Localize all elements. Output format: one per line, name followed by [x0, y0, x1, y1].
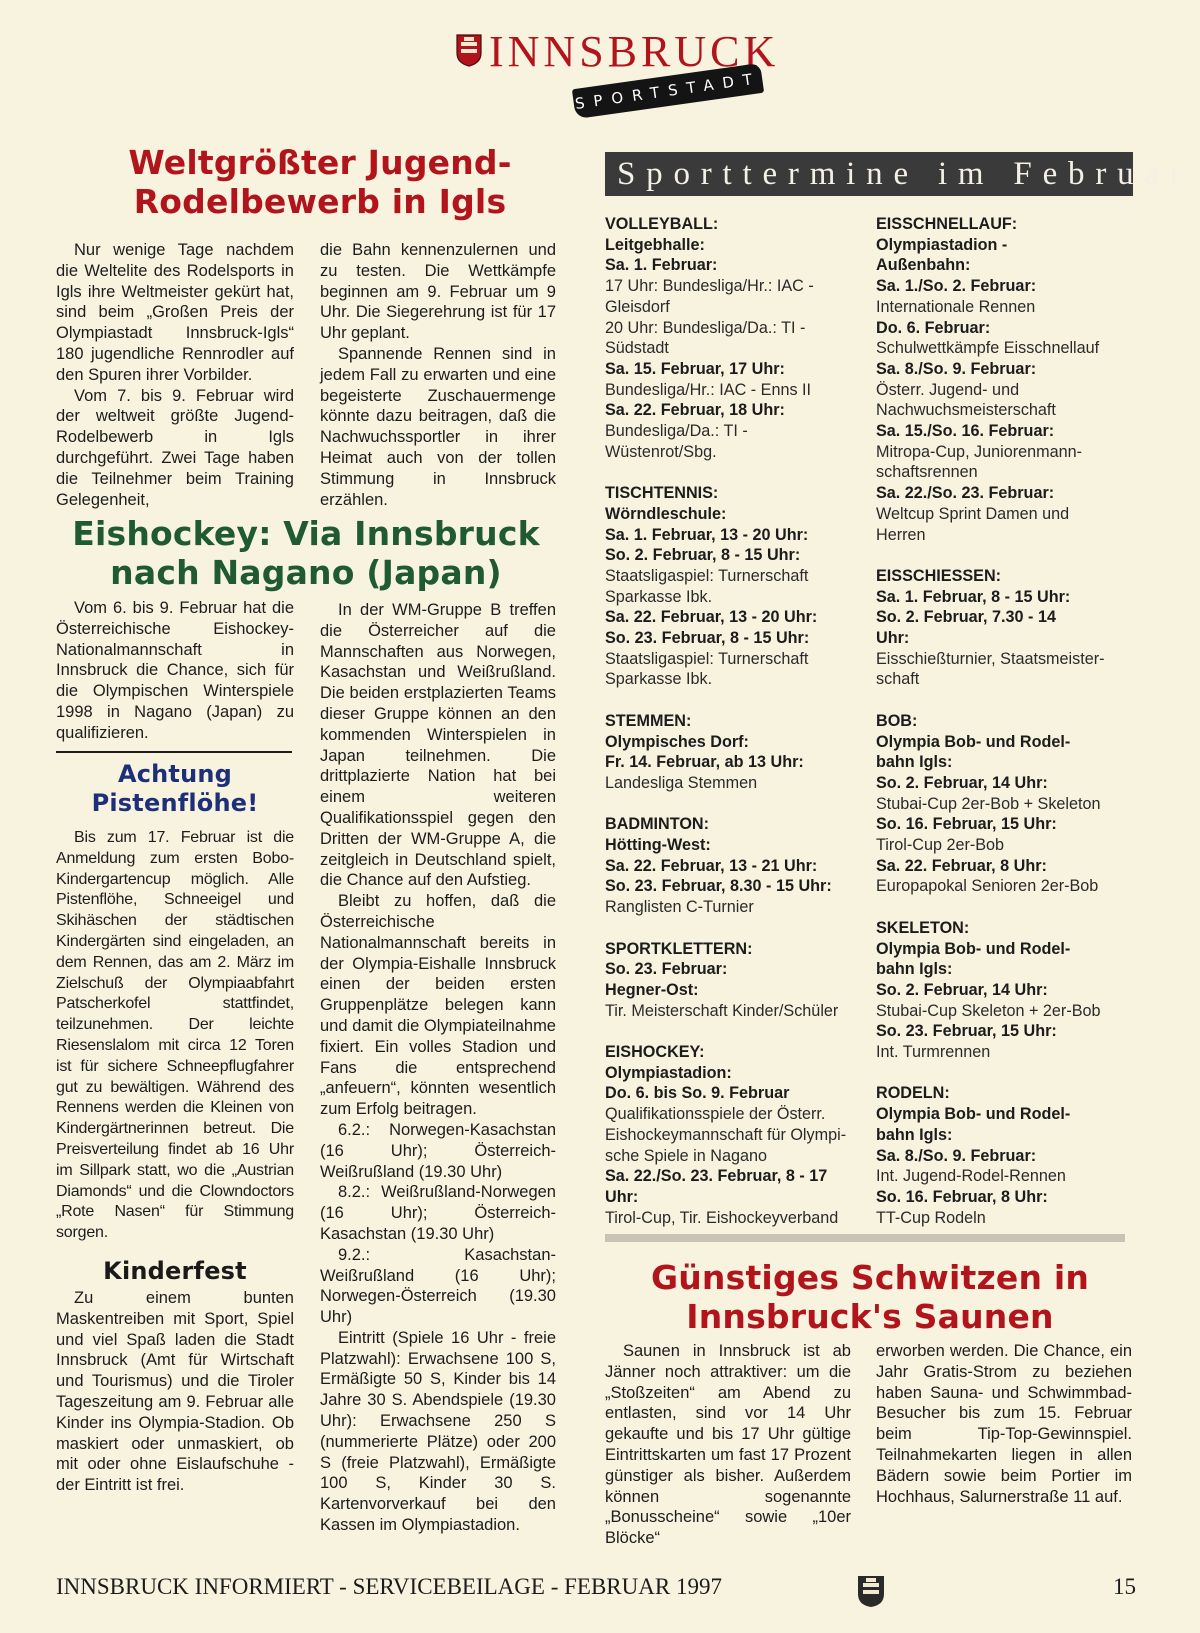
schedule-event: Landesliga Stemmen	[605, 773, 758, 792]
schedule-category: BOB:	[876, 711, 918, 730]
schedule-date: So. 16. Februar, 15 Uhr:	[876, 815, 1057, 834]
eishockey-headline	[60, 514, 552, 592]
schedule-date: Olympia Bob- und Rodel-	[876, 939, 1071, 958]
rodel-paragraph: Vom 7. bis 9. Februar wird der weltweit größte Jugend-Rodelbewerb in Igls durchgeführt. Zwei Tage haben die Teilnehmer beim Training Gelegenheit,	[56, 386, 294, 509]
schedule-date: Sa. 22./So. 23. Februar:	[876, 484, 1055, 503]
kinderfest-headline: Kinderfest	[103, 1257, 247, 1285]
eishockey-schedule-line: 8.2.: Weißrußland-Norwegen (16 Uhr); Österreich-Kasachstan (19.30 Uhr)	[320, 1183, 556, 1243]
eishockey-paragraph: Eintritt (Spiele 16 Uhr - freie Platzwahl): Erwachsene 100 S, Ermäßigte 50 S, Kinder bis 14 Jahre 30 S. Abendspiele (19.30 Uhr): Erwachsene 250 S (nummerierte Plätze) oder 200 S (freie Platzwahl), Ermäßigte 100 S, Kinder 30 S. Kartenvorverkauf bei den Kassen im Olympiastadion.	[320, 1328, 556, 1535]
rodel-paragraph: die Bahn kennenzulernen und zu testen. Die Wettkämpfe beginnen am 9. Februar um 9 Uhr. Die Siegerehrung ist für 17 Uhr geplant.	[320, 241, 556, 343]
schedule-category: EISSCHNELLAUF:	[876, 215, 1018, 233]
schedule-date: Uhr:	[876, 629, 910, 648]
schedule-date: So. 2. Februar, 7.30 - 14	[876, 608, 1056, 627]
sauna-headline	[600, 1258, 1140, 1336]
schedule-date: Sa. 22./So. 23. Februar, 8 - 17	[605, 1167, 828, 1186]
schedule-event: Wüstenrot/Sbg.	[605, 442, 717, 461]
schedule-date: Sa. 1./So. 2. Februar:	[876, 277, 1037, 296]
rodel-headline	[100, 143, 540, 221]
schedule-category: EISHOCKEY:	[605, 1043, 705, 1062]
masthead-title: INNSBRUCK	[489, 27, 780, 76]
schedule-category: EISSCHIESSEN:	[876, 566, 1002, 585]
schedule-event: Stubai-Cup Skeleton + 2er-Bob	[876, 1001, 1101, 1020]
schedule-column-right	[876, 214, 1138, 1228]
eishockey-intro-text: Vom 6. bis 9. Februar hat die Österreichische Eishockey-Nationalmannschaft in Innsbruck die Chance, sich für die Olympischen Winterspiele 1998 in Nagano (Japan) zu qualifizieren.	[56, 599, 294, 742]
schedule-event: Eishockeymannschaft für Olympi-	[605, 1125, 847, 1144]
schedule-date: Sa. 8./So. 9. Februar:	[876, 1146, 1037, 1165]
rodel-headline-line1: Weltgrößter Jugend-	[128, 143, 512, 182]
schedule-event: sche Spiele in Nagano	[605, 1146, 767, 1165]
rodel-column-2	[320, 240, 556, 510]
rodel-headline-line2: Rodelbewerb in Igls	[133, 182, 507, 221]
kinderfest-text-block	[56, 1288, 294, 1496]
schedule-event: Sparkasse Ibk.	[605, 670, 713, 689]
masthead-subtitle-banner: SPORTSTADT	[572, 63, 764, 119]
kinderfest-text: Zu einem bunten Maskentreiben mit Sport, Spiel und viel Spaß laden die Stadt Innsbruck (Amt für Wirtschaft und Tourismus) und die Tiroler Tageszeitung am 9. Februar alle Kinder ins Olympia-Stadion. Ob maskiert oder unmaskiert, ob mit oder ohne Eislaufschuhe - der Eintritt ist frei.	[56, 1289, 294, 1495]
schedule-category: TISCHTENNIS:	[605, 484, 719, 503]
schedule-date: Wörndleschule:	[605, 504, 727, 523]
schedule-date: Sa. 22. Februar, 8 Uhr:	[876, 856, 1047, 875]
page-footer	[56, 1574, 1136, 1604]
schedule-date: bahn Igls:	[876, 1125, 953, 1144]
eishockey-intro	[56, 598, 294, 744]
schedule-event: 17 Uhr: Bundesliga/Hr.: IAC -	[605, 277, 814, 296]
schedule-date: So. 2. Februar, 14 Uhr:	[876, 773, 1048, 792]
pistenfloehe-text: Bis zum 17. Februar ist die Anmeldung zum ersten Bobo-Kindergartencup möglich. Alle Pistenflöhe, Schneeigel und Skihäschen der städtischen Kindergärten sind eingeladen, an dem Rennen, das am 2. März im Zielschuß der Olympiaabfahrt Patscherkofel stattfindet, teilzunehmen. Der leichte Riesenslalom mit circa 12 Toren ist für sichere Schneepflugfahrer gut zu bewältigen. Während des Rennens werden die Kleinen von Kindergärtnerinnen betreut. Die Preisverteilung findet ab 16 Uhr im Sillpark statt, wo die „Austrian Diamonds“ und die Clowndoctors „Rote Nasen“ für Stimmung sorgen.	[56, 829, 294, 1242]
schedule-date: Do. 6. Februar:	[876, 318, 991, 337]
pistenfloehe-headline-line1: Achtung	[117, 760, 233, 788]
schedule-spacer	[605, 690, 867, 711]
schedule-event: Stubai-Cup 2er-Bob + Skeleton	[876, 794, 1101, 813]
schedule-event: Nachwuchsmeisterschaft	[876, 401, 1056, 420]
city-crest-icon	[455, 33, 483, 67]
eishockey-paragraph: In der WM-Gruppe B treffen die Österreicher auf die Mannschaften aus Norwegen, Kasachstan und Weißrußland. Die beiden erstplazierten Teams dieser Gruppe können an den kommenden Winterspielen in Japan teilnehmen. Die drittplazierte Nation hat bei einem weiteren Qualifikationsspiel gegen den Dritten der WM-Gruppe A, die zeitgleich in Deutschland spielt, die Chance auf den Aufstieg.	[320, 601, 556, 890]
eishockey-paragraph: Bleibt zu hoffen, daß die Österreichische Nationalmannschaft bereits in der Olympia-Eishalle Innsbruck einen der beiden ersten Gruppenplätze belegen kann und damit die Olympiateilnahme fixiert. Ein volles Stadion und Fans die entsprechend „anfeuern“, könnten wesentlich zum Erfolg beitragen.	[320, 892, 556, 1119]
schedule-date: Sa. 15./So. 16. Februar:	[876, 422, 1055, 441]
schedule-date: So. 2. Februar, 8 - 15 Uhr:	[605, 546, 801, 565]
schedule-date: Sa. 15. Februar, 17 Uhr:	[605, 359, 785, 378]
eishockey-schedule-line: 9.2.: Kasachstan-Weißrußland (16 Uhr); Norwegen-Österreich (19.30 Uhr)	[320, 1245, 556, 1327]
schedule-date: Leitgebhalle:	[605, 235, 705, 254]
sauna-paragraph: Saunen in Innsbruck ist ab Jänner noch attraktiver: um die „Stoßzeiten“ am Abend zu entlasten, sind vor 14 Uhr gekaufte und bis 17 Uhr gültige Eintrittskarten um fast 17 Prozent günstiger als bisher. Außerdem können sogenannte „Bonusscheine“ sowie „10er Blöcke“	[605, 1342, 851, 1548]
schedule-event: Tir. Meisterschaft Kinder/Schüler	[605, 1001, 839, 1020]
schedule-date: Sa. 1. Februar:	[605, 256, 718, 275]
schedule-event: Österr. Jugend- und	[876, 380, 1020, 399]
schedule-date: So. 2. Februar, 14 Uhr:	[876, 980, 1048, 999]
schedule-date: Olympiastadion:	[605, 1063, 732, 1082]
pistenfloehe-headline	[60, 760, 290, 818]
sporttermine-header: Sporttermine im Februar	[605, 152, 1133, 196]
schedule-date: Sa. 1. Februar, 8 - 15 Uhr:	[876, 587, 1071, 606]
column-divider	[56, 751, 292, 753]
schedule-date: Olympia Bob- und Rodel-	[876, 1105, 1071, 1124]
schedule-event: schaft	[876, 670, 920, 689]
schedule-column-left	[605, 214, 867, 1228]
schedule-date: Olympisches Dorf:	[605, 732, 749, 751]
schedule-event: Internationale Rennen	[876, 297, 1036, 316]
schedule-event: Ranglisten C-Turnier	[605, 898, 754, 917]
schedule-date: So. 23. Februar:	[605, 960, 728, 979]
schedule-event: TT-Cup Rodeln	[876, 1208, 986, 1227]
sauna-column-1	[605, 1341, 851, 1549]
schedule-event: Sparkasse Ibk.	[605, 587, 713, 606]
sauna-column-2	[876, 1341, 1132, 1507]
schedule-category: SKELETON:	[876, 918, 970, 937]
schedule-category: RODELN:	[876, 1084, 950, 1103]
rodel-column-1	[56, 240, 294, 510]
schedule-date: Außenbahn:	[876, 256, 971, 275]
sauna-headline-line1: Günstiges Schwitzen in	[650, 1258, 1090, 1297]
schedule-event: Tirol-Cup 2er-Bob	[876, 836, 1005, 855]
schedule-date: Sa. 22. Februar, 18 Uhr:	[605, 401, 785, 420]
schedule-event: Südstadt	[605, 339, 669, 358]
pistenfloehe-text-block	[56, 828, 294, 1244]
schedule-date: So. 23. Februar, 15 Uhr:	[876, 1022, 1057, 1041]
schedule-spacer	[605, 918, 867, 939]
schedule-date: Sa. 22. Februar, 13 - 21 Uhr:	[605, 856, 818, 875]
city-crest-icon	[856, 1574, 886, 1608]
schedule-event: Int. Turmrennen	[876, 1043, 991, 1062]
sauna-paragraph: erworben werden. Die Chance, ein Jahr Gratis-Strom zu beziehen haben Sauna- und Schwimmbad-Besucher bis zum 15. Februar beim Tip-Top-Gewinnspiel. Teilnahmekarten liegen in allen Bädern sowie beim Portier im Hochhaus, Salurnerstraße 11 auf.	[876, 1342, 1132, 1506]
schedule-event: Gleisdorf	[605, 297, 670, 316]
schedule-spacer	[605, 462, 867, 483]
schedule-date: So. 23. Februar, 8 - 15 Uhr:	[605, 629, 810, 648]
schedule-date: Uhr:	[605, 1187, 639, 1206]
schedule-category: BADMINTON:	[605, 815, 710, 834]
schedule-event: Int. Jugend-Rodel-Rennen	[876, 1167, 1066, 1186]
schedule-event: Mitropa-Cup, Juniorenmann-	[876, 442, 1083, 461]
schedule-spacer	[876, 690, 1138, 711]
schedule-date: Sa. 22. Februar, 13 - 20 Uhr:	[605, 608, 818, 627]
schedule-date: bahn Igls:	[876, 960, 953, 979]
schedule-event: Schulwettkämpfe Eisschnellauf	[876, 339, 1100, 358]
schedule-spacer	[876, 897, 1138, 918]
eishockey-headline-line1: Eishockey: Via Innsbruck	[72, 514, 540, 553]
schedule-spacer	[876, 545, 1138, 566]
schedule-event: Bundesliga/Da.: TI -	[605, 422, 748, 441]
footer-text: INNSBRUCK INFORMIERT - SERVICEBEILAGE - FEBRUAR 1997	[56, 1574, 722, 1599]
schedule-date: So. 16. Februar, 8 Uhr:	[876, 1187, 1048, 1206]
schedule-date: bahn Igls:	[876, 753, 953, 772]
eishockey-column-2	[320, 600, 556, 1536]
schedule-event: Herren	[876, 525, 926, 544]
pistenfloehe-headline-line2: Pistenflöhe!	[91, 789, 259, 817]
schedule-event: schaftsrennen	[876, 463, 978, 482]
masthead	[455, 22, 780, 113]
schedule-date: Do. 6. bis So. 9. Februar	[605, 1084, 790, 1103]
schedule-date: Sa. 1. Februar, 13 - 20 Uhr:	[605, 525, 809, 544]
sauna-headline-line2: Innsbruck's Saunen	[686, 1297, 1054, 1336]
schedule-event: 20 Uhr: Bundesliga/Da.: TI -	[605, 318, 806, 337]
page-number: 15	[1113, 1574, 1136, 1599]
schedule-event: Qualifikationsspiele der Österr.	[605, 1105, 826, 1124]
schedule-date: Olympiastadion -	[876, 235, 1008, 254]
schedule-date: Fr. 14. Februar, ab 13 Uhr:	[605, 753, 804, 772]
schedule-event: Eisschießturnier, Staatsmeister-	[876, 649, 1105, 668]
schedule-date: Hegner-Ost:	[605, 980, 699, 999]
schedule-date: Olympia Bob- und Rodel-	[876, 732, 1071, 751]
schedule-date: Sa. 8./So. 9. Februar:	[876, 359, 1037, 378]
schedule-date: So. 23. Februar, 8.30 - 15 Uhr:	[605, 877, 832, 896]
schedule-event: Staatsligaspiel: Turnerschaft	[605, 566, 809, 585]
schedule-date: Hötting-West:	[605, 836, 711, 855]
schedule-category: SPORTKLETTERN:	[605, 939, 753, 958]
schedule-spacer	[605, 1021, 867, 1042]
schedule-spacer	[605, 794, 867, 815]
schedule-event: Europapokal Senioren 2er-Bob	[876, 877, 1099, 896]
schedule-event: Staatsligaspiel: Turnerschaft	[605, 649, 809, 668]
schedule-spacer	[876, 1063, 1138, 1084]
schedule-separator	[605, 1234, 1125, 1242]
rodel-paragraph: Spannende Rennen sind in jedem Fall zu erwarten und eine begeisterte Zuschauermenge könnte dazu beitragen, daß die Nachwuchssportler in ihrer Heimat auch von der tollen Stimmung in Innsbruck erzählen.	[320, 344, 556, 509]
eishockey-schedule-line: 6.2.: Norwegen-Kasachstan (16 Uhr); Österreich-Weißrußland (19.30 Uhr)	[320, 1120, 556, 1181]
schedule-event: Bundesliga/Hr.: IAC - Enns II	[605, 380, 812, 399]
schedule-event: Weltcup Sprint Damen und	[876, 504, 1070, 523]
schedule-category: VOLLEYBALL:	[605, 215, 719, 233]
eishockey-headline-line2: nach Nagano (Japan)	[110, 553, 502, 592]
rodel-paragraph: Nur wenige Tage nachdem die Weltelite des Rodelsports in Igls ihre Weltmeister gekürt hat, sind beim „Großen Preis der Olympiastadt Innsbruck-Igls“ 180 jugendliche Rennrodler auf den Spuren ihrer Vorbilder.	[56, 241, 294, 384]
schedule-event: Tirol-Cup, Tir. Eishockeyverband	[605, 1208, 839, 1227]
schedule-category: STEMMEN:	[605, 711, 692, 730]
